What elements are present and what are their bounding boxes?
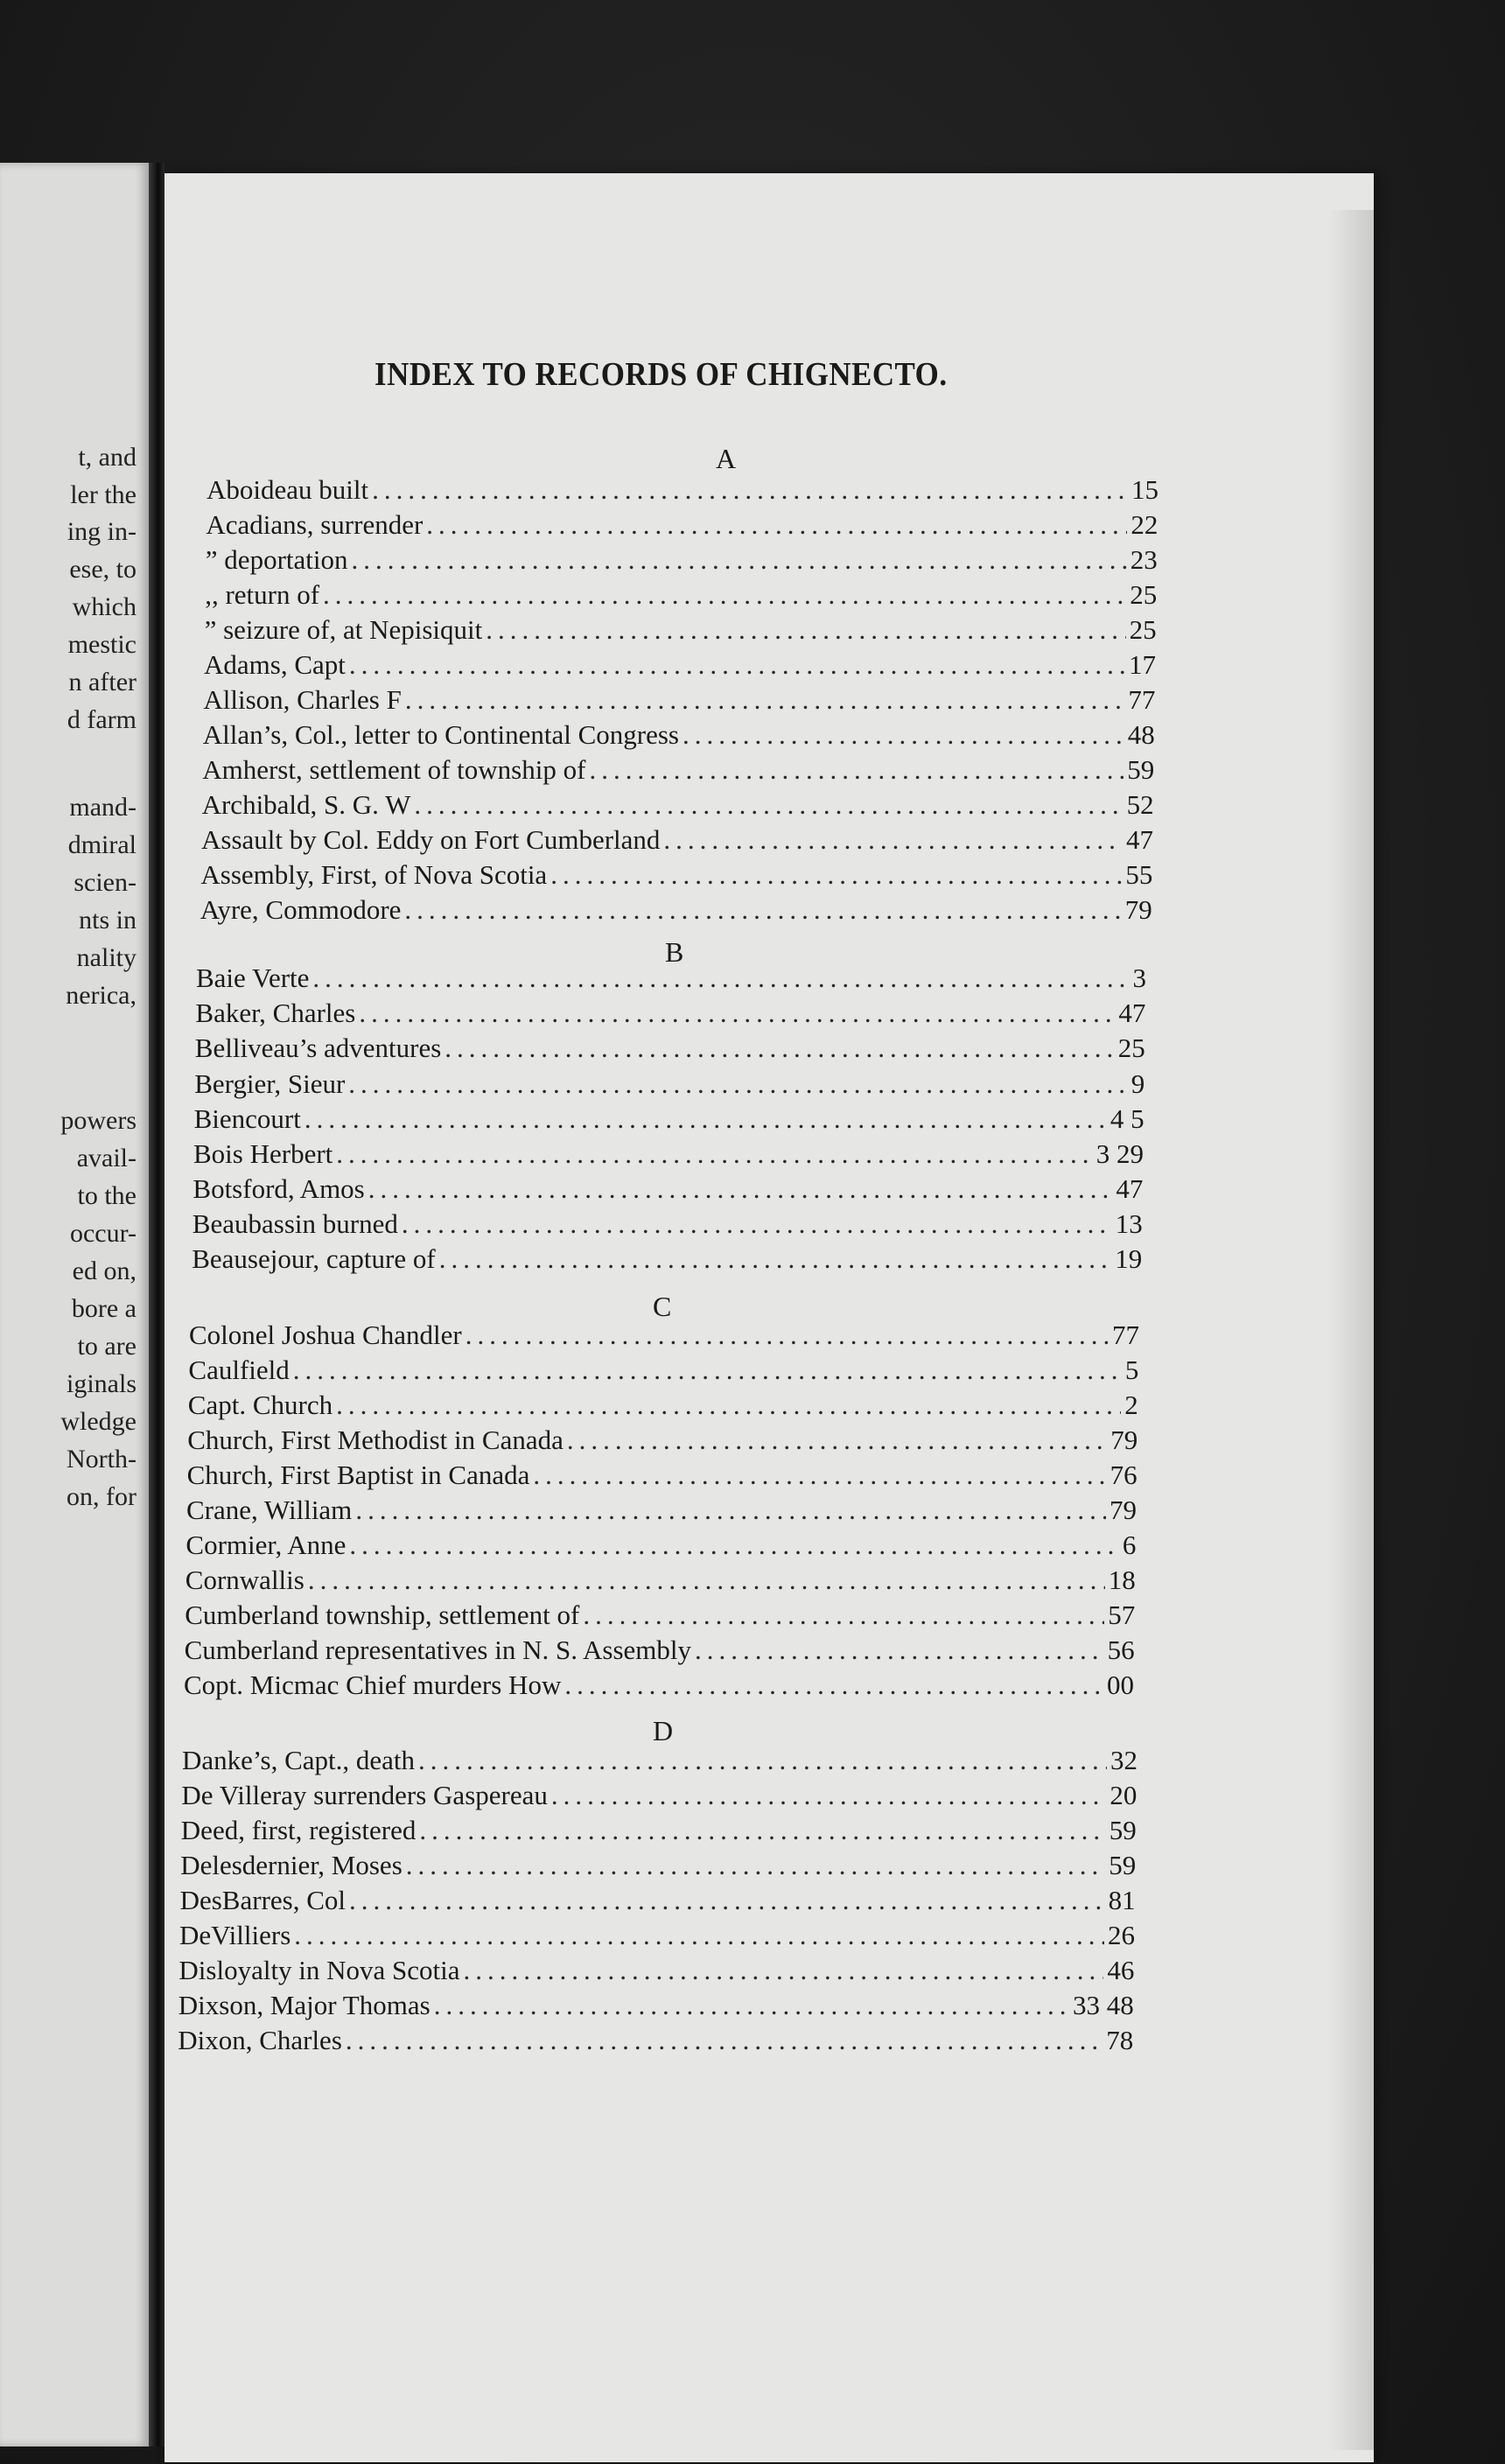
- entry-page-number: 81: [1108, 1885, 1136, 1916]
- entry-label: Belliveau’s adventures: [194, 1032, 442, 1064]
- entry-page-number: 55: [1125, 859, 1153, 891]
- index-entry: [188, 1354, 1138, 1390]
- entry-label: Church, First Baptist in Canada: [186, 1460, 530, 1491]
- index-entry: [202, 754, 1154, 789]
- dot-leader: [419, 1815, 1105, 1846]
- dot-leader: [294, 1920, 1104, 1951]
- entry-page-number: 59: [1109, 1850, 1137, 1881]
- index-entry: [178, 1990, 1134, 2025]
- entry-label: Beaubassin burned: [192, 1208, 398, 1240]
- index-entry: [205, 579, 1157, 614]
- facing-page-text: ed on,: [72, 1256, 136, 1285]
- dot-leader: [439, 1243, 1111, 1275]
- entry-label: Beausejour, capture of: [192, 1243, 436, 1275]
- section-letter: B: [665, 936, 684, 968]
- index-entry: [179, 1920, 1135, 1955]
- dot-leader: [550, 859, 1122, 891]
- entry-label: Copt. Micmac Chief murders How: [184, 1670, 562, 1701]
- entry-label: Archibald, S. G. W: [201, 789, 411, 821]
- entry-page-number: 25: [1130, 579, 1158, 611]
- facing-page-text: avail-: [76, 1144, 136, 1172]
- dot-leader: [414, 789, 1123, 821]
- facing-page-text: t, and: [78, 443, 136, 472]
- dot-leader: [404, 894, 1121, 926]
- facing-page-text: occur-: [69, 1219, 136, 1248]
- index-entry: [200, 894, 1152, 929]
- dot-leader: [466, 1320, 1109, 1351]
- index-entry: [185, 1634, 1135, 1670]
- entry-page-number: 32: [1110, 1745, 1138, 1775]
- entry-label: Aboideau built: [206, 474, 369, 505]
- entry-page-number: 5: [1124, 1354, 1139, 1386]
- entry-label: Church, First Methodist in Canada: [187, 1424, 564, 1456]
- dot-leader: [464, 1955, 1104, 1986]
- index-entry: [188, 1390, 1138, 1424]
- entry-label: Assembly, First, of Nova Scotia: [200, 859, 548, 891]
- entry-page-number: 22: [1130, 509, 1158, 541]
- entry-label: Caulfield: [188, 1354, 290, 1386]
- entry-page-number: 47: [1126, 824, 1153, 856]
- index-entry: [185, 1600, 1135, 1634]
- index-entry: [181, 1780, 1137, 1815]
- index-entry: [194, 1068, 1144, 1103]
- entry-label: Delesdernier, Moses: [180, 1850, 402, 1881]
- entry-page-number: 9: [1130, 1068, 1145, 1099]
- entry-label: Baie Verte: [196, 962, 310, 993]
- entry-label: ” seizure of, at Nepisiquit: [204, 614, 483, 646]
- dot-leader: [355, 1494, 1106, 1526]
- entry-label: Assault by Col. Eddy on Fort Cumberland: [201, 824, 661, 856]
- entry-label: ,, return of: [205, 579, 320, 611]
- index-entry: [195, 1032, 1145, 1068]
- dot-leader: [293, 1354, 1122, 1386]
- entry-page-number: 79: [1110, 1494, 1137, 1526]
- index-entry: [187, 1460, 1138, 1494]
- index-entry: [203, 684, 1155, 719]
- dot-leader: [405, 684, 1125, 716]
- index-entry: [186, 1564, 1136, 1600]
- index-entry: [182, 1745, 1138, 1780]
- entry-label: De Villeray surrenders Gaspereau: [181, 1780, 548, 1811]
- entry-page-number: 19: [1115, 1243, 1143, 1275]
- entry-label: DeVilliers: [179, 1920, 291, 1951]
- entry-page-number: 00: [1107, 1670, 1134, 1701]
- entry-label: Danke’s, Capt., death: [182, 1745, 416, 1775]
- index-entry: [181, 1815, 1137, 1850]
- dot-leader: [359, 998, 1115, 1029]
- index-entry: [204, 649, 1156, 684]
- index-entry: [206, 544, 1158, 579]
- entry-label: Dixson, Major Thomas: [178, 1990, 430, 2021]
- dot-leader: [663, 824, 1123, 856]
- entry-page-number: 25: [1117, 1032, 1145, 1064]
- dot-leader: [323, 579, 1126, 611]
- entry-page-number: 3 29: [1096, 1138, 1144, 1169]
- entry-page-number: 15: [1131, 474, 1158, 505]
- entry-label: Colonel Joshua Chandler: [189, 1320, 462, 1350]
- index-entry: [192, 1173, 1143, 1208]
- dot-leader: [336, 1390, 1121, 1421]
- facing-page-text: ler the: [70, 480, 136, 509]
- index-entry: [196, 962, 1146, 998]
- entry-page-number: 79: [1110, 1424, 1138, 1456]
- facing-page-text: powers: [60, 1106, 136, 1135]
- index-entry: [201, 824, 1153, 859]
- dot-leader: [348, 1068, 1127, 1100]
- entry-label: Deed, first, registered: [180, 1815, 416, 1846]
- entry-label: Allan’s, Col., letter to Continental Congress: [202, 719, 679, 751]
- entry-label: Bergier, Sieur: [194, 1068, 346, 1099]
- entry-label: Allison, Charles F: [203, 684, 402, 716]
- dot-leader: [336, 1138, 1092, 1170]
- index-entry: [202, 789, 1154, 824]
- facing-page-text: North-: [66, 1445, 136, 1474]
- entry-page-number: 79: [1124, 894, 1152, 926]
- dot-leader: [551, 1780, 1107, 1811]
- entry-page-number: 18: [1108, 1564, 1136, 1596]
- dot-leader: [564, 1670, 1103, 1701]
- entry-page-number: 76: [1110, 1460, 1138, 1491]
- dot-leader: [352, 544, 1127, 576]
- entry-page-number: 48: [1127, 719, 1155, 751]
- dot-leader: [349, 1530, 1118, 1561]
- dot-leader: [533, 1460, 1106, 1491]
- dot-leader: [589, 754, 1124, 786]
- facing-page-text: ese, to: [69, 555, 136, 584]
- dot-leader: [312, 962, 1129, 994]
- index-entry: [184, 1670, 1134, 1704]
- entry-page-number: 6: [1122, 1530, 1137, 1561]
- facing-page-text: bore a: [71, 1294, 136, 1323]
- entry-page-number: 52: [1126, 789, 1154, 821]
- entry-label: Disloyalty in Nova Scotia: [178, 1955, 460, 1986]
- entry-label: Dixon, Charles: [178, 2025, 342, 2056]
- dot-leader: [583, 1600, 1104, 1631]
- facing-page-text: dmiral: [67, 830, 136, 859]
- index-entry: [203, 719, 1155, 754]
- dot-leader: [418, 1745, 1107, 1776]
- index-entry: [178, 2025, 1133, 2060]
- dot-leader: [349, 1885, 1105, 1916]
- facing-page-text: nerica,: [66, 981, 136, 1010]
- dot-leader: [308, 1564, 1105, 1596]
- facing-page-text: n after: [68, 668, 136, 696]
- section-letter: C: [653, 1291, 672, 1322]
- entry-label: Cornwallis: [185, 1564, 304, 1596]
- facing-page-text: on, for: [66, 1482, 136, 1511]
- dot-leader: [402, 1208, 1112, 1240]
- facing-page-text: scien-: [74, 868, 136, 897]
- facing-page-text: nality: [76, 943, 136, 972]
- entry-label: Biencourt: [193, 1102, 301, 1134]
- entry-page-number: 77: [1128, 684, 1156, 716]
- entry-page-number: 13: [1115, 1208, 1143, 1240]
- dot-leader: [426, 509, 1127, 541]
- entry-page-number: 20: [1110, 1780, 1138, 1811]
- book-gutter: [149, 163, 164, 2446]
- entry-label: Cormier, Anne: [186, 1530, 346, 1561]
- entry-label: Ayre, Commodore: [200, 894, 402, 926]
- facing-page-text: d farm: [66, 705, 136, 734]
- entry-page-number: 23: [1130, 544, 1158, 576]
- index-entry: [200, 859, 1152, 894]
- section-letter: A: [716, 443, 737, 474]
- entry-page-number: 26: [1108, 1920, 1135, 1951]
- entry-page-number: 78: [1106, 2025, 1134, 2056]
- dot-leader: [486, 614, 1125, 646]
- page-edge-shadow: [1328, 210, 1374, 2450]
- entry-page-number: 33 48: [1073, 1990, 1134, 2021]
- entry-page-number: 47: [1116, 1173, 1144, 1205]
- index-entry: [205, 614, 1157, 649]
- index-entry: [192, 1208, 1143, 1243]
- entry-label: Bois Herbert: [193, 1138, 333, 1169]
- entry-label: Crane, William: [186, 1494, 353, 1526]
- index-entry: [194, 1103, 1144, 1138]
- index-entry: [186, 1494, 1137, 1530]
- index-entry: [180, 1885, 1136, 1920]
- dot-leader: [434, 1990, 1069, 2021]
- dot-leader: [372, 474, 1128, 506]
- dot-leader: [682, 719, 1124, 751]
- entry-page-number: 47: [1118, 998, 1146, 1029]
- facing-page-text: nts in: [79, 906, 136, 934]
- index-entry: [195, 998, 1145, 1032]
- entry-page-number: 59: [1127, 754, 1155, 786]
- index-entry: [206, 509, 1158, 544]
- entry-page-number: 56: [1107, 1634, 1135, 1666]
- dot-leader: [695, 1634, 1104, 1666]
- section-letter: D: [653, 1715, 674, 1746]
- page-title: INDEX TO RECORDS OF CHIGNECTO.: [374, 356, 948, 393]
- entry-page-number: 2: [1124, 1390, 1138, 1421]
- entry-page-number: 4 5: [1110, 1102, 1144, 1134]
- entry-page-number: 3: [1132, 962, 1146, 993]
- entry-label: Baker, Charles: [195, 998, 356, 1029]
- entry-label: Cumberland representatives in N. S. Assembly: [184, 1634, 692, 1666]
- entry-label: Adams, Capt: [204, 649, 346, 681]
- index-entry: [180, 1850, 1136, 1885]
- entry-page-number: 59: [1109, 1815, 1137, 1846]
- facing-page-text: mand-: [69, 793, 136, 822]
- entry-page-number: 57: [1108, 1600, 1136, 1631]
- dot-leader: [406, 1850, 1105, 1881]
- index-entry: [189, 1320, 1139, 1354]
- dot-leader: [349, 649, 1125, 681]
- dot-leader: [444, 1032, 1115, 1064]
- facing-page-text: ing in-: [66, 517, 136, 546]
- index-entry: [186, 1530, 1136, 1564]
- dot-leader: [346, 2025, 1102, 2056]
- index-entry: [187, 1424, 1138, 1460]
- facing-page-text: which: [72, 592, 136, 621]
- facing-page-text: wledge: [60, 1407, 136, 1436]
- entry-page-number: 46: [1107, 1955, 1135, 1986]
- entry-label: DesBarres, Col: [179, 1885, 346, 1916]
- facing-page-text: mestic: [67, 630, 136, 659]
- entry-label: Botsford, Amos: [192, 1173, 365, 1205]
- index-entry: [192, 1243, 1142, 1278]
- facing-page-text: to the: [77, 1181, 136, 1210]
- dot-leader: [368, 1173, 1113, 1205]
- index-entry: [193, 1138, 1144, 1173]
- entry-label: Capt. Church: [187, 1390, 333, 1421]
- facing-page: [0, 163, 149, 2446]
- facing-page-text: to are: [77, 1332, 136, 1361]
- index-entry: [206, 474, 1158, 509]
- entry-label: ” deportation: [205, 544, 348, 576]
- dot-leader: [567, 1424, 1107, 1456]
- entry-page-number: 25: [1129, 614, 1157, 646]
- facing-page-text: iginals: [66, 1369, 136, 1398]
- entry-label: Cumberland township, settlement of: [185, 1600, 580, 1631]
- entry-page-number: 17: [1129, 649, 1156, 681]
- entry-label: Amherst, settlement of township of: [202, 754, 586, 786]
- entry-label: Acadians, surrender: [206, 509, 424, 541]
- entry-page-number: 77: [1112, 1320, 1139, 1350]
- index-entry: [178, 1955, 1134, 1990]
- dot-leader: [304, 1103, 1107, 1135]
